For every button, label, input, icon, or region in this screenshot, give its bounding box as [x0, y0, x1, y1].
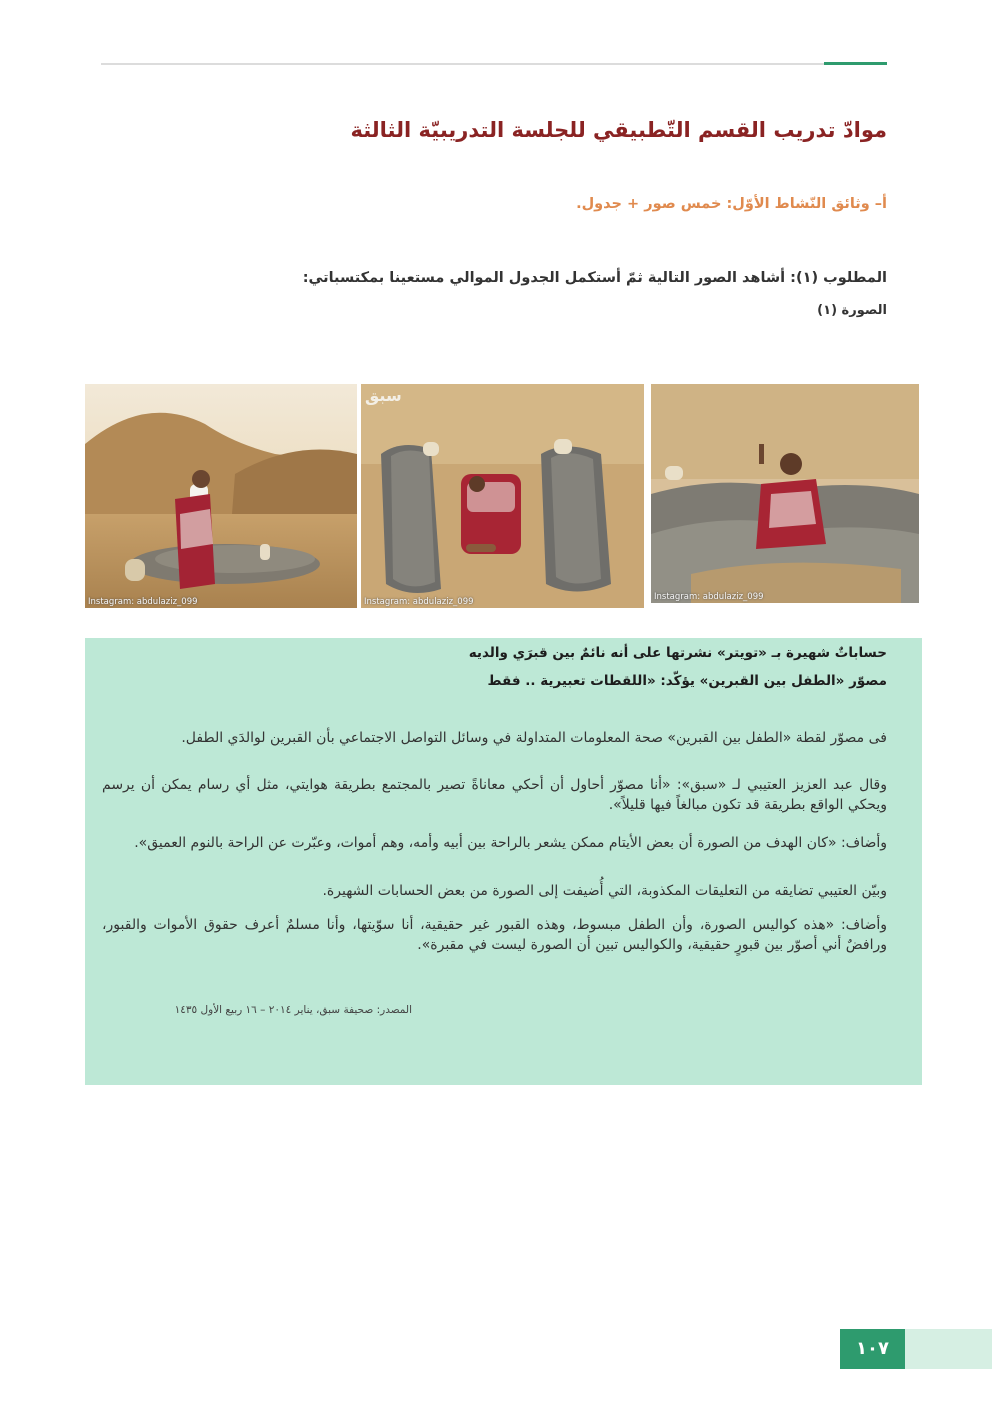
image-caption: الصورة (١): [817, 303, 887, 318]
article-paragraph-2: وقال عبد العزيز العتيبي لـ «سبق»: «أنا مصوّر أحاول أن أحكي معاناةً تصير بالمجتمع بطريقة هوايتي، مثل أي رسام يمكن أن يرسم ويحكي الواقع بطريقة قد تكون مبالغاً فيها قليلاً».: [102, 777, 887, 813]
photo-boy-standing: [85, 384, 357, 608]
page-number-tab: [905, 1329, 992, 1369]
article-headline-1: حساباتٌ شهيرة بـ «تويتر» نشرتها على أنه نائمٌ بين قبرَي والديه: [468, 645, 887, 661]
article-box: [85, 638, 922, 1085]
photo-boy-sitting: [651, 384, 919, 603]
photo-watermark: Instagram: abdulaziz_099: [654, 592, 764, 602]
page-title: موادّ تدريب القسم التّطبيقي للجلسة التدريبيّة الثالثة: [350, 118, 887, 142]
task-instruction: المطلوب (١): أشاهد الصور التالية ثمّ أستكمل الجدول الموالي مستعينا بمكتسباتي:: [302, 270, 887, 286]
article-paragraph-3: وأضاف: «كان الهدف من الصورة أن بعض الأيتام ممكن يشعر بالراحة بين أبيه وأمه، وهم أموات، وعبّرت عن الراحة بالنوم العميق».: [134, 835, 887, 851]
header-accent-rule: [824, 62, 887, 65]
header-rule: [101, 63, 887, 65]
article-paragraph-4: وبيّن العتيبي تضايقه من التعليقات المكذوبة، التي أُضيفت إلى الصورة من بعض الحسابات الشهيرة.: [322, 883, 887, 899]
photo-watermark: Instagram: abdulaziz_099: [364, 597, 474, 607]
article-headline-2: مصوّر «الطفل بين القبرين» يؤكّد: «اللقطات تعبيرية .. فقط: [487, 673, 887, 689]
article-paragraph-5: وأضاف: «هذه كواليس الصورة، وأن الطفل مبسوط، وهذه القبور غير حقيقية، أنا سوّيتها، وأنا مسلمٌ أعرف حقوق الأموات والقبور، ورافضٌ أني أصوّر بين قبورٍ حقيقية، والكواليس تبين أن الصورة ليست في مقبرة».: [102, 917, 887, 953]
page-number: ١٠٧: [840, 1329, 905, 1369]
activity-subhead: أ– وثائق النّشاط الأوّل: خمس صور + جدول.: [576, 196, 887, 212]
photo-watermark: Instagram: abdulaziz_099: [88, 597, 198, 607]
photo-boy-sleeping: [361, 384, 644, 608]
article-source: المصدر: صحيفة سبق، يناير ٢٠١٤ – ١٦ ربيع الأول ١٤٣٥: [174, 1004, 412, 1016]
article-paragraph-1: فى مصوّر لقطة «الطفل بين القبرين» صحة المعلومات المتداولة في وسائل التواصل الاجتماعي بأن القبرين لوالدَي الطفل.: [181, 730, 887, 746]
photo-logo: سبق: [365, 386, 402, 405]
